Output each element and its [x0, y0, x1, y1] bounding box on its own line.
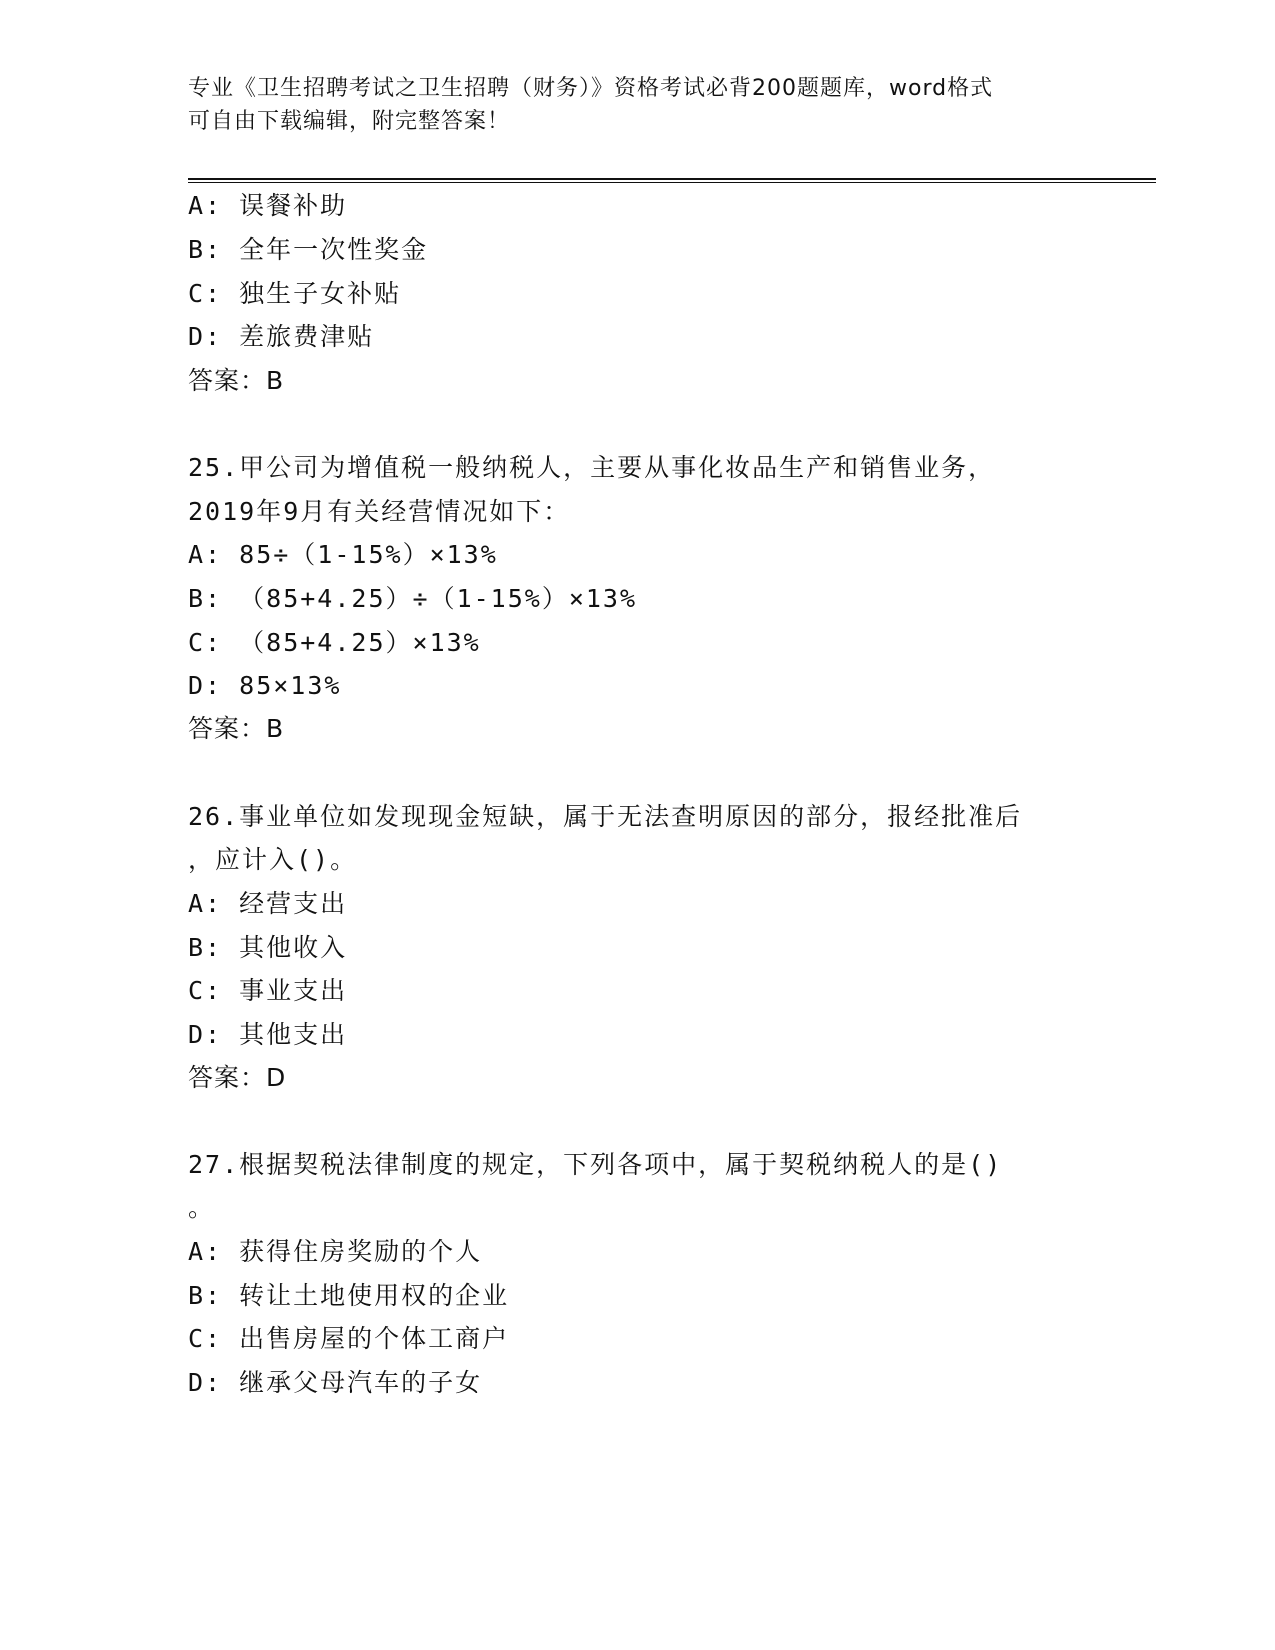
q26-option-a: A: 经营支出 — [188, 889, 348, 918]
q25-option-c: C: （85+4.25）×13% — [188, 628, 481, 657]
q27-stem-line-2: 。 — [188, 1193, 216, 1222]
header-divider-thin — [188, 182, 1156, 183]
header-divider-thick — [188, 178, 1156, 180]
q24-answer: 答案：B — [188, 366, 285, 395]
document-header — [188, 72, 1088, 138]
q27-option-d: D: 继承父母汽车的子女 — [188, 1368, 483, 1397]
q27-option-b: B: 转让土地使用权的企业 — [188, 1281, 510, 1310]
q25-option-d: D: 85×13% — [188, 671, 342, 700]
q26-option-b: B: 其他收入 — [188, 933, 348, 962]
header-line-1: 专业《卫生招聘考试之卫生招聘（财务）》资格考试必背200题题库，word格式 — [188, 76, 994, 101]
q24-option-b: B: 全年一次性奖金 — [188, 235, 429, 264]
q26-answer: 答案：D — [188, 1063, 287, 1092]
q25-answer: 答案：B — [188, 714, 285, 743]
q24-option-c: C: 独生子女补贴 — [188, 279, 402, 308]
q27-stem-line-1: 27.根据契税法律制度的规定，下列各项中，属于契税纳税人的是() — [188, 1150, 1003, 1179]
q24-option-d: D: 差旅费津贴 — [188, 322, 375, 351]
q26-option-d: D: 其他支出 — [188, 1020, 348, 1049]
header-line-2: 可自由下载编辑，附完整答案！ — [188, 109, 511, 134]
q24-option-a: A: 误餐补助 — [188, 191, 348, 220]
q26-stem-line-2: ，应计入()。 — [188, 845, 358, 874]
q25-option-b: B: （85+4.25）÷（1-15%）×13% — [188, 584, 638, 613]
q27-option-c: C: 出售房屋的个体工商户 — [188, 1324, 510, 1353]
q26-option-c: C: 事业支出 — [188, 976, 348, 1005]
q25-stem-line-2: 2019年9月有关经营情况如下： — [188, 497, 571, 526]
q27-option-a: A: 获得住房奖励的个人 — [188, 1237, 483, 1266]
q25-option-a: A: 85÷（1-15%）×13% — [188, 540, 498, 569]
q25-stem-line-1: 25.甲公司为增值税一般纳税人，主要从事化妆品生产和销售业务， — [188, 453, 996, 482]
q26-stem-line-1: 26.事业单位如发现现金短缺，属于无法查明原因的部分，报经批准后 — [188, 802, 1023, 831]
